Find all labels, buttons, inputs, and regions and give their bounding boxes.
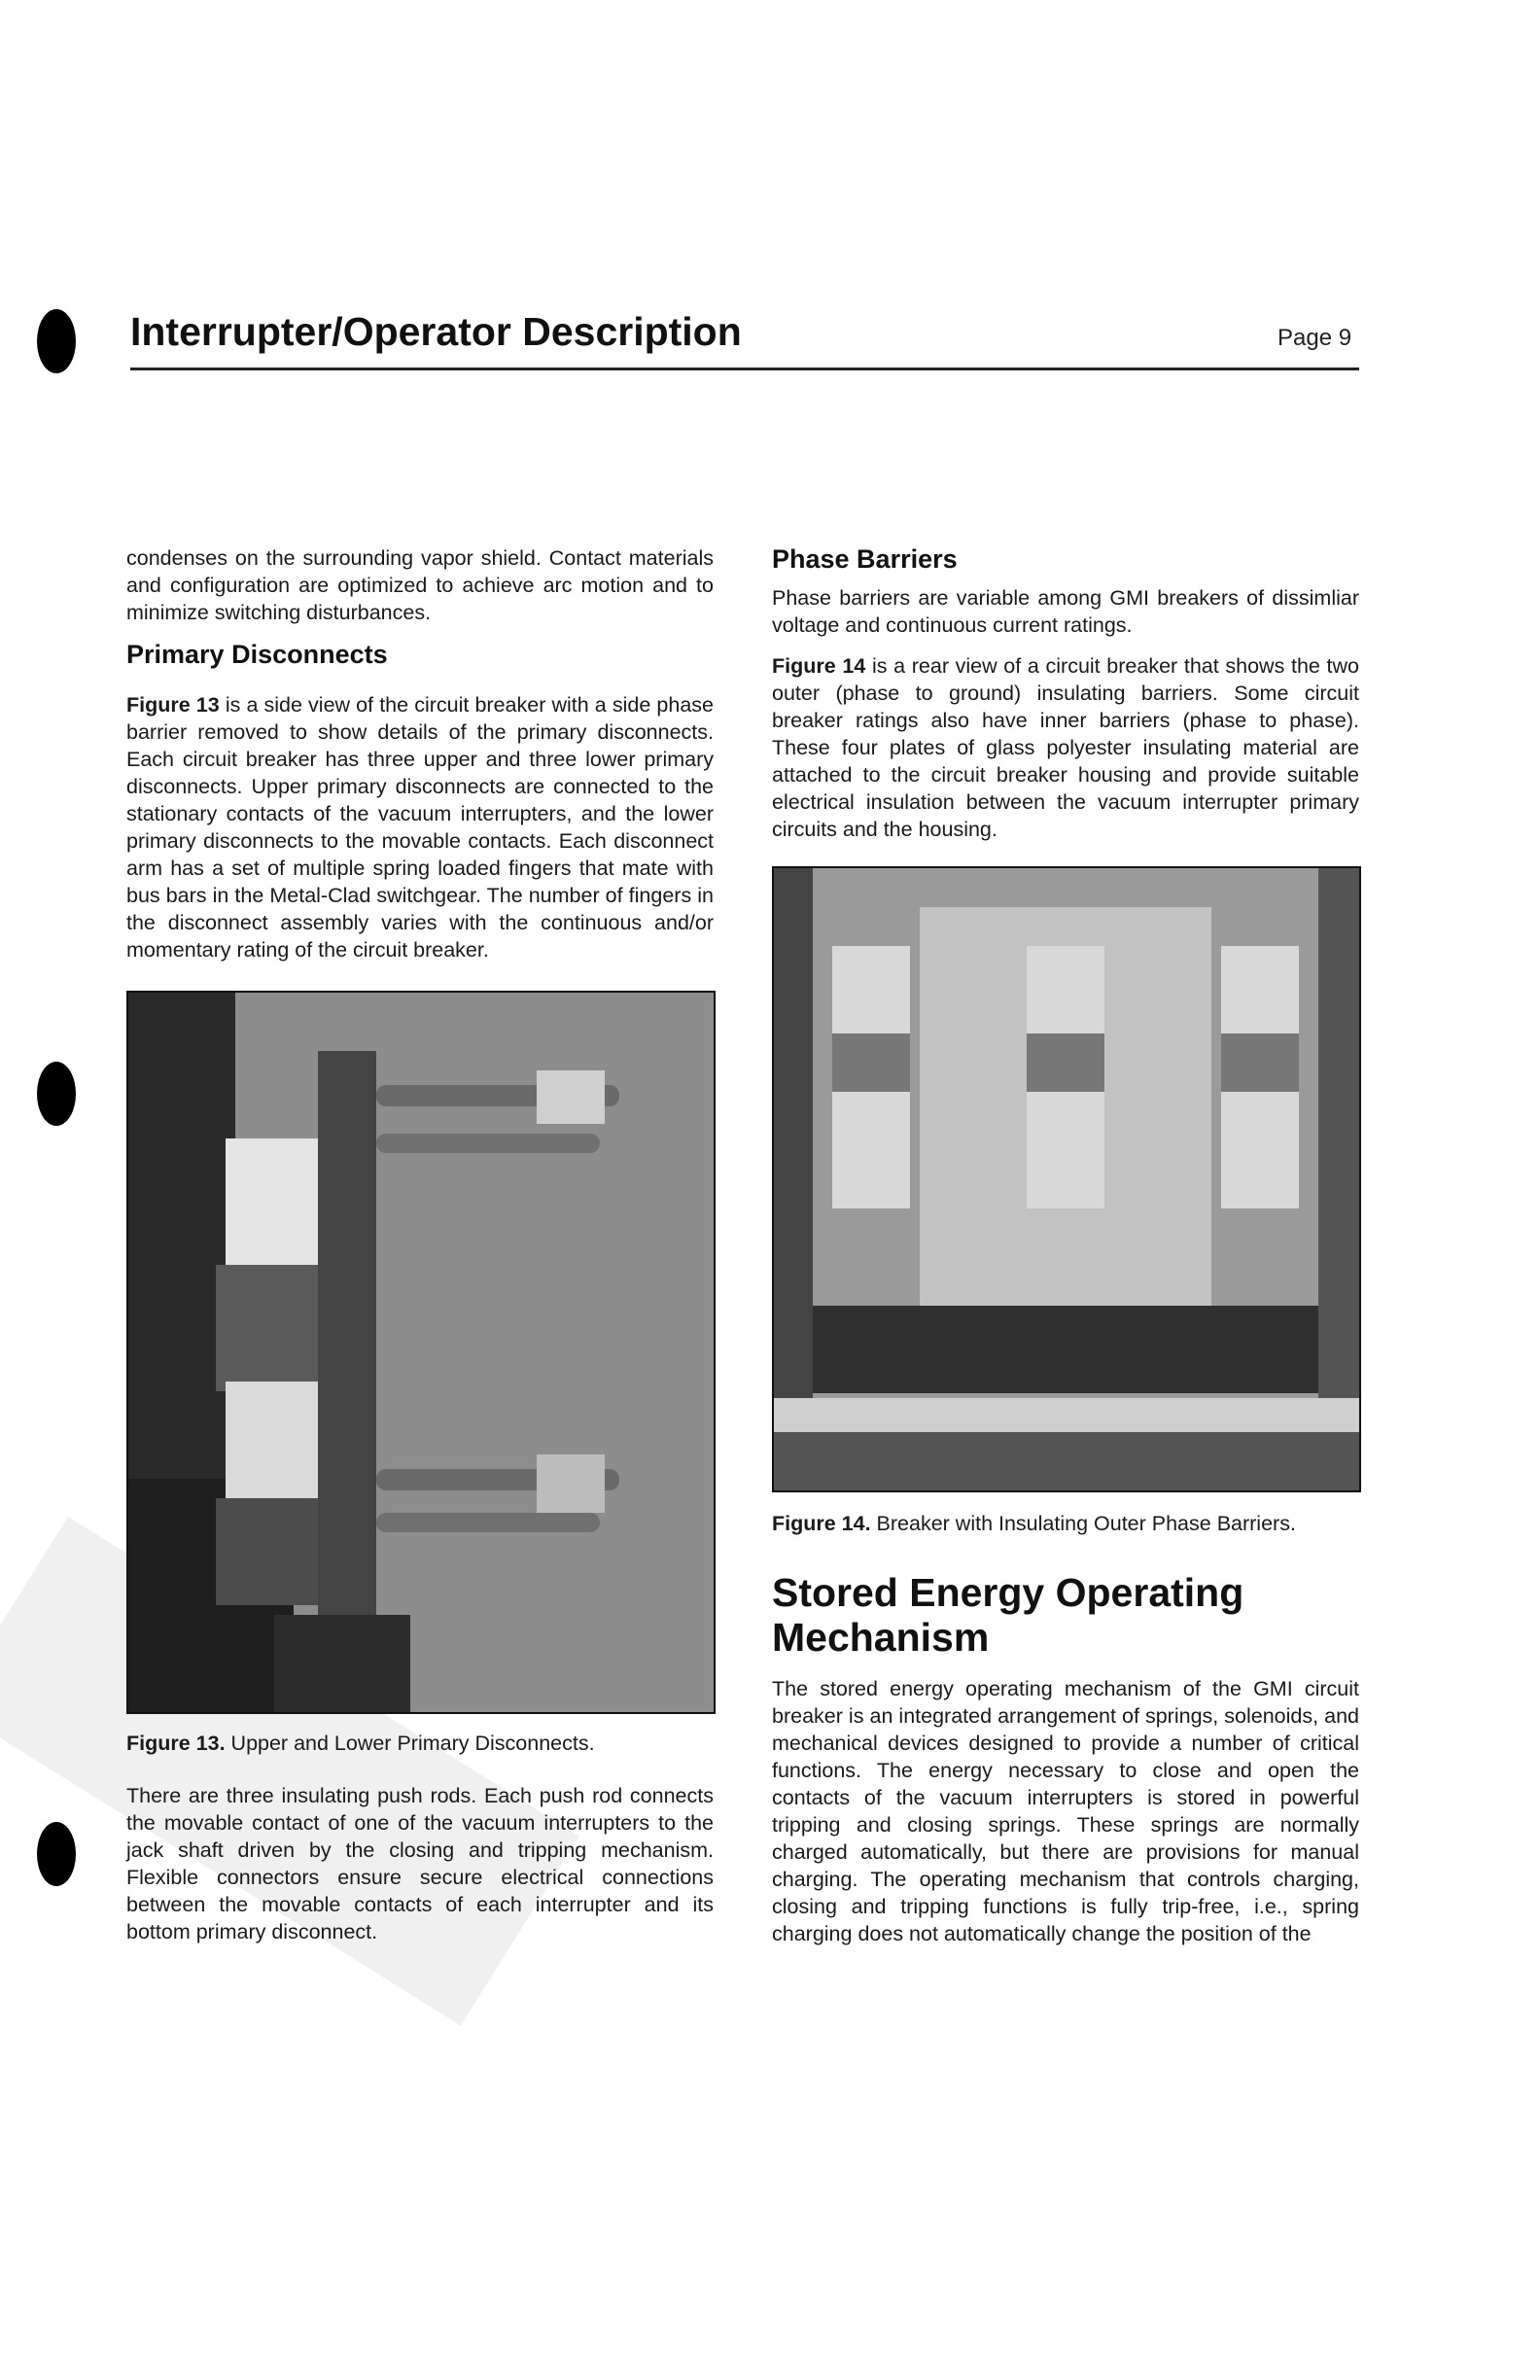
figure-13-reference: Figure 13	[126, 693, 220, 717]
binder-hole-bottom	[37, 1822, 76, 1886]
figure-14-reference: Figure 14	[772, 654, 866, 678]
figure-13-caption	[126, 1730, 714, 1757]
left-column	[126, 544, 714, 1959]
phase-barriers-heading: Phase Barriers	[772, 544, 958, 574]
page-number: Page 9	[1278, 325, 1352, 351]
stored-energy-paragraph: The stored energy operating mechanism of the GMI circuit breaker is an integrated arrangement of springs, solenoids, and mechanical devices designed to provide a number of critical functions. The energy necessary to close and open the contacts of the vacuum interrupters is stored in powerful tripping and closing springs. These springs are normally charged automatically, but there are provisions for manual charging. The operating mechanism that controls charging, closing and tripping functions is fully trip-free, i.e., spring charging does not automatically change the position of the	[772, 1677, 1359, 1945]
stored-energy-heading: Stored Energy Operating Mechanism	[772, 1570, 1244, 1660]
figure-14-photo	[772, 866, 1361, 1492]
header-rule	[130, 368, 1359, 370]
figure-13-label: Figure 13.	[126, 1732, 226, 1755]
primary-disconnects-heading: Primary Disconnects	[126, 640, 388, 669]
figure-13-caption-text: Upper and Lower Primary Disconnects.	[225, 1732, 595, 1755]
primary-disconnects-paragraph	[126, 691, 714, 963]
page-title: Interrupter/Operator Description	[130, 309, 742, 354]
binder-hole-top	[37, 309, 76, 373]
primary-disconnects-text: is a side view of the circuit breaker with a side phase barrier removed to show details of the primary disconnects. Each circuit breaker has three upper and three lower primary disconnects. Upper primary disconnects are connected to the stationary contacts of the vacuum interrupters, and the lower primary disconnects to the movable contacts. Each disconnect arm has a set of multiple spring loaded fingers that mate with bus bars in the Metal-Clad switchgear. The number of fingers in the disconnect assembly varies with the continuous and/or momentary rating of the circuit breaker.	[126, 693, 714, 962]
push-rods-paragraph: There are three insulating push rods. Each push rod connects the movable contact of one of the vacuum interrupters to the jack shaft driven by the closing and tripping mechanism. Flexible connectors ensure secure electrical connections between the movable contacts of each interrupter and its bottom primary disconnect.	[126, 1784, 714, 1943]
intro-paragraph: condenses on the surrounding vapor shield. Contact materials and configuration are optimized to achieve arc motion and to minimize switching disturbances.	[126, 546, 714, 624]
figure-13-photo	[126, 991, 716, 1714]
figure-14-label: Figure 14.	[772, 1512, 871, 1535]
phase-barriers-paragraph-1: Phase barriers are variable among GMI breakers of dissimliar voltage and continuous current ratings.	[772, 586, 1359, 637]
phase-barriers-paragraph-2	[772, 652, 1359, 843]
binder-hole-middle	[37, 1062, 76, 1126]
figure-14-caption-text: Breaker with Insulating Outer Phase Barriers.	[870, 1512, 1296, 1535]
figure-14-caption	[772, 1510, 1359, 1537]
right-column	[772, 544, 1359, 1961]
phase-barriers-text: is a rear view of a circuit breaker that shows the two outer (phase to ground) insulating barriers. Some circuit breaker ratings also have inner barriers (phase to phase). These four plates of glass polyester insulating material are attached to the circuit breaker housing and provide suitable electrical insulation between the vacuum interrupter primary circuits and the housing.	[772, 654, 1359, 841]
